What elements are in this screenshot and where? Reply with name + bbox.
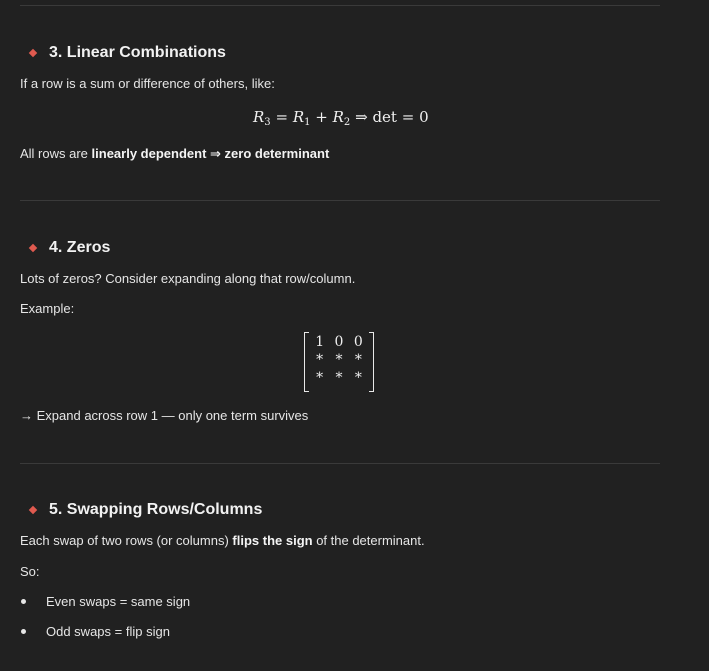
matrix-cell: *: [354, 370, 362, 386]
bullet-dot-icon: [21, 599, 26, 604]
eq-zero: 0: [419, 108, 429, 126]
conclusion-arrow: ⇒: [206, 146, 225, 161]
diamond-bullet-icon: [29, 506, 37, 514]
section-5-intro: [20, 533, 425, 548]
section-3-heading: [28, 44, 226, 62]
section-3-intro: If a row is a sum or difference of others, like:: [20, 76, 275, 91]
matrix-grid: [310, 333, 368, 387]
list-item: Even swaps = same sign: [46, 594, 191, 609]
eq-plus: +: [315, 108, 328, 126]
conclusion-prefix: All rows are: [20, 146, 92, 161]
divider-2: [20, 463, 660, 464]
conclusion-end: zero determinant: [224, 146, 330, 161]
section-4-note: → Expand across row 1 — only one term survives: [20, 408, 309, 423]
matrix-cell: 1: [315, 334, 325, 350]
divider-1: [20, 200, 660, 201]
matrix-cell: 0: [353, 334, 363, 350]
section-3-conclusion: [20, 146, 329, 162]
section-3-title: 3. Linear Combinations: [49, 44, 226, 61]
eq-term1: R: [292, 108, 305, 126]
eq-equals-2: =: [401, 108, 415, 126]
matrix-left-bracket: [304, 332, 309, 392]
matrix-right-bracket: [369, 332, 374, 392]
intro-prefix: Each swap of two rows (or columns): [20, 533, 233, 548]
eq-equals: =: [275, 108, 289, 126]
section-4-intro: Lots of zeros? Consider expanding along that row/column.: [20, 271, 356, 286]
diamond-bullet-icon: [29, 244, 37, 252]
section-4-heading: [28, 239, 110, 257]
section-4-title: 4. Zeros: [49, 239, 111, 256]
so-label: So:: [20, 564, 40, 579]
eq-term2: R: [332, 108, 344, 126]
eq-lhs: R: [253, 108, 265, 126]
divider-top: [20, 5, 660, 6]
matrix-cell: *: [316, 370, 324, 386]
conclusion-bold: linearly dependent: [91, 146, 207, 161]
eq-det: det: [372, 108, 397, 126]
eq-lhs-sub: 3: [264, 117, 271, 128]
eq-implies: ⇒: [355, 108, 368, 126]
example-label: Example:: [20, 301, 75, 316]
section-5-heading: [28, 501, 262, 519]
eq-term2-sub: 2: [343, 117, 351, 128]
section-5-title: 5. Swapping Rows/Columns: [49, 501, 263, 518]
matrix-cell: *: [335, 370, 343, 386]
matrix-cell: 0: [334, 334, 344, 350]
intro-suffix: of the determinant.: [312, 533, 425, 548]
example-matrix: [304, 332, 374, 390]
matrix-cell: *: [335, 352, 343, 368]
matrix-cell: *: [354, 352, 362, 368]
eq-term1-sub: 1: [304, 117, 311, 128]
list-item: Odd swaps = flip sign: [46, 624, 170, 639]
bullet-dot-icon: [21, 629, 26, 634]
linear-combination-equation: [253, 108, 429, 128]
matrix-cell: *: [316, 352, 324, 368]
intro-bold: flips the sign: [232, 533, 313, 548]
diamond-bullet-icon: [29, 49, 37, 57]
